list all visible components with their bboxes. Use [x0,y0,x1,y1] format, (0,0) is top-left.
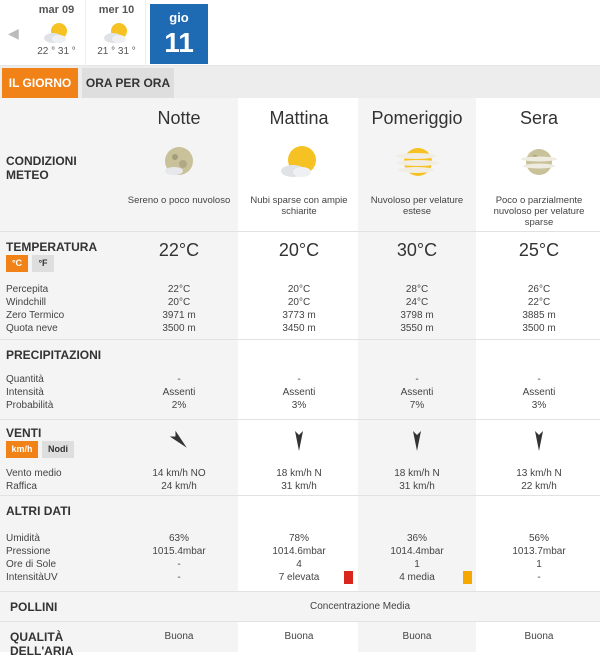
air-quality-mattina [240,622,358,652]
sublabel-quota-neve: Quota neve [6,323,58,334]
value-zero-termico: 3885 m [522,310,556,321]
period-column-notte [120,98,238,231]
value-umidita: 36% [406,533,427,544]
value-raffica: 24 km/h [161,481,197,492]
value-quantita: - [537,374,541,385]
day-temps: 21 ° 31 ° [97,46,136,57]
precipitation-sera [478,340,600,419]
value-umidita: 78% [288,533,309,544]
precipitation-pomeriggio [358,340,476,419]
value-pressione: 1015.4mbar [152,546,206,557]
condition-description: Poco o parzialmente nuvoloso per velature sparse [493,195,585,228]
air-quality-value: Buona [524,631,554,642]
temperature-mattina [240,232,358,339]
wind-arrow-n-icon [287,428,311,457]
sun-cloud-icon [101,22,133,44]
wind-label-cell [0,420,120,495]
pollen-value: Concentrazione Media [309,601,411,612]
value-intensita-uv: - [177,572,181,583]
moon-cloud-icon [161,144,197,185]
period-column-sera [478,98,600,231]
precipitation-mattina [240,340,358,419]
value-quantita: - [415,374,419,385]
condition-description: Nubi sparse con ampie schiarite [250,195,348,217]
sublabel-percepita: Percepita [6,284,49,295]
value-percepita: 28°C [405,284,429,295]
value-raffica: 22 km/h [521,481,557,492]
sublabel-vento-medio: Vento medio [6,468,62,479]
period-title: Mattina [269,108,329,128]
temperature-label: TEMPERATURA [6,240,98,254]
today-number: 11 [164,27,194,58]
temperature-row [0,232,600,340]
value-vento-medio: 18 km/h N [394,468,440,479]
sublabel-quantita: Quantità [6,374,44,385]
value-zero-termico: 3971 m [162,310,196,321]
value-intensita-uv: - [537,572,541,583]
air-quality-value: Buona [284,631,314,642]
uv-level-swatch [344,571,353,584]
value-quantita: - [297,374,301,385]
value-vento-medio: 14 km/h NO [152,468,206,479]
unit-kmh-button[interactable]: km/h [6,441,38,458]
value-intensita: Assenti [522,387,556,398]
temperature-sera [478,232,600,339]
pollen-value-cell [120,592,600,621]
day-name: mar 09 [38,4,75,16]
wind-label: VENTI [6,426,42,440]
unit-fahrenheit-button[interactable]: °F [32,255,54,272]
day-tab-today[interactable] [150,4,208,64]
precipitation-notte [120,340,238,419]
sublabel-pressione: Pressione [6,546,51,557]
sun-cloud-icon [41,22,73,44]
value-ore-di-sole: 1 [536,559,542,570]
other-data-notte [120,496,238,591]
sun-veiled-clouds-icon [394,144,440,185]
value-raffica: 31 km/h [399,481,435,492]
wind-arrow-nw-icon [167,428,191,457]
value-ore-di-sole: - [177,559,181,570]
day-navigator [0,0,600,66]
other-data-label: ALTRI DATI [6,504,71,518]
today-name: gio [169,10,189,25]
value-quota-neve: 3500 m [522,323,556,334]
air-quality-label: QUALITÀ DELL'ARIA [10,630,74,658]
value-vento-medio: 18 km/h N [276,468,322,479]
period-column-pomeriggio [358,98,476,231]
air-quality-notte [120,622,238,652]
sublabel-intensita-uv: IntensitàUV [6,572,58,583]
value-quota-neve: 3500 m [162,323,196,334]
prev-day-arrow-icon[interactable]: ◀ [8,25,19,41]
wind-pomeriggio [358,420,476,495]
period-column-mattina [240,98,358,231]
sublabel-raffica: Raffica [6,481,37,492]
air-quality-sera [478,622,600,652]
period-title: Sera [519,108,559,128]
sublabel-probabilita: Probabilità [6,400,54,411]
period-title: Pomeriggio [371,108,463,128]
sublabel-windchill: Windchill [6,297,47,308]
value-quantita: - [177,374,181,385]
value-intensita-uv: 4 media [399,572,435,583]
pollen-label: POLLINI [10,600,58,614]
value-raffica: 31 km/h [281,481,317,492]
conditions-label-cell [0,98,120,231]
value-percepita: 20°C [287,284,311,295]
day-name: mer 10 [98,4,135,16]
value-probabilita: 3% [531,400,547,411]
other-data-label-cell [0,496,120,591]
wind-row [0,420,600,496]
precipitation-row [0,340,600,420]
main-temperature: 30°C [396,240,438,260]
wind-arrow-n-icon [405,428,429,457]
sublabel-umidita: Umidità [6,533,40,544]
sublabel-intensita: Intensità [6,387,44,398]
value-windchill: 20°C [167,297,191,308]
other-data-sera [478,496,600,591]
value-umidita: 63% [168,533,189,544]
sun-cloud-icon [278,144,320,185]
moon-veiled-clouds-icon [519,144,559,185]
conditions-row [0,98,600,232]
condition-description: Sereno o poco nuvoloso [127,195,231,206]
air-quality-label-cell [0,622,120,658]
value-umidita: 56% [528,533,549,544]
pollen-label-cell [0,592,120,621]
main-temperature: 22°C [158,240,200,260]
value-intensita: Assenti [162,387,196,398]
pollen-row [0,592,600,622]
value-zero-termico: 3773 m [282,310,316,321]
value-windchill: 24°C [405,297,429,308]
other-data-mattina [240,496,358,591]
value-vento-medio: 13 km/h N [516,468,562,479]
wind-mattina [240,420,358,495]
value-probabilita: 7% [409,400,425,411]
precipitation-label-cell [0,340,120,419]
air-quality-row [0,622,600,658]
tab-il-giorno[interactable]: IL GIORNO [2,68,78,98]
air-quality-pomeriggio [358,622,476,652]
uv-level-swatch [463,571,472,584]
period-title: Notte [157,108,201,128]
temperature-label-cell [0,232,120,339]
wind-notte [120,420,238,495]
value-windchill: 20°C [287,297,311,308]
condition-description: Nuvoloso per velature estese [370,195,464,217]
wind-arrow-n-icon [527,428,551,457]
air-quality-value: Buona [164,631,194,642]
value-intensita: Assenti [400,387,434,398]
value-pressione: 1014.4mbar [390,546,444,557]
sublabel-zero-termico: Zero Termico [6,310,65,321]
value-windchill: 22°C [527,297,551,308]
value-probabilita: 3% [291,400,307,411]
value-pressione: 1014.6mbar [272,546,326,557]
conditions-label: CONDIZIONI METEO [6,154,77,182]
other-data-pomeriggio [358,496,476,591]
value-intensita: Assenti [282,387,316,398]
unit-knots-button[interactable]: Nodi [42,441,74,458]
value-zero-termico: 3798 m [400,310,434,321]
value-percepita: 22°C [167,284,191,295]
main-temperature: 25°C [518,240,560,260]
unit-celsius-button[interactable]: °C [6,255,28,272]
value-quota-neve: 3450 m [282,323,316,334]
main-temperature: 20°C [278,240,320,260]
value-probabilita: 2% [171,400,187,411]
temperature-notte [120,232,238,339]
value-intensita-uv: 7 elevata [278,572,320,583]
day-tab-mar-09[interactable] [28,0,86,66]
wind-sera [478,420,600,495]
value-pressione: 1013.7mbar [512,546,566,557]
value-percepita: 26°C [527,284,551,295]
air-quality-value: Buona [402,631,432,642]
sublabel-ore-di-sole: Ore di Sole [6,559,57,570]
day-temps: 22 ° 31 ° [37,46,76,57]
precipitation-label: PRECIPITAZIONI [6,348,102,362]
tab-ora-per-ora[interactable]: ORA PER ORA [82,68,174,98]
view-tabs [0,66,600,98]
day-tab-mer-10[interactable] [88,0,146,66]
value-ore-di-sole: 1 [414,559,420,570]
value-quota-neve: 3550 m [400,323,434,334]
temperature-pomeriggio [358,232,476,339]
other-data-row [0,496,600,592]
value-ore-di-sole: 4 [296,559,302,570]
